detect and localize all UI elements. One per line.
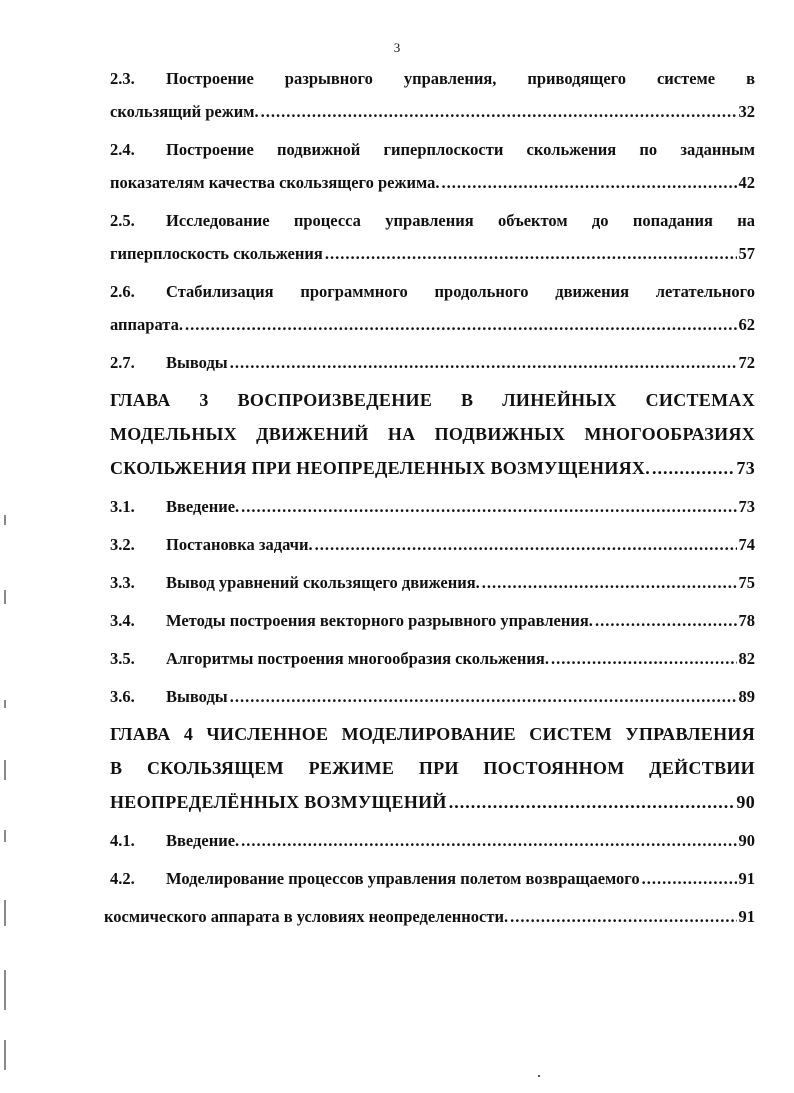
toc-entry-title: Построение подвижной гиперплоскости скольжения по заданным [166,140,755,159]
toc-entry-title-cont: скользящий режим. [110,102,259,121]
toc-entry-title: Выводы [166,687,228,706]
dot-leader [325,237,737,270]
toc-entry-title: Моделирование процессов управления полетом возвращаемого [166,869,640,888]
toc-entry-3-6[interactable] [110,680,755,713]
scan-margin-marks [0,500,14,1090]
toc-entry-number: 3.6. [110,687,135,706]
toc-entry-title: Стабилизация программного продольного движения летательного [166,282,755,301]
toc-entry-page: 73 [736,458,755,478]
dot-leader [482,566,737,599]
toc-entry-page: 82 [738,649,755,668]
toc-entry-title: космического аппарата в условиях неопределенности. [104,907,509,926]
toc-entry-continuation[interactable] [104,900,755,933]
toc-entry-3-1[interactable] [110,490,755,523]
toc-entry-2-5[interactable] [110,204,755,270]
toc-entry-2-7[interactable] [110,346,755,379]
toc-entry-3-4[interactable] [110,604,755,637]
toc-entry-title: Исследование процесса управления объектом до попадания на [166,211,755,230]
toc-entry-page: 32 [738,102,755,121]
toc-entry-title: Вывод уравнений скользящего движения. [166,573,480,592]
toc-entry-page: 72 [738,353,755,372]
toc-entry-number: 3.4. [110,611,135,630]
toc-entry-number: 3.1. [110,497,135,516]
chapter-title-line: ГЛАВА 3 ВОСПРОИЗВЕДЕНИЕ В ЛИНЕЙНЫХ СИСТЕМАХ [110,390,755,410]
toc-entry-number: 4.1. [110,831,135,850]
chapter-title-line: СКОЛЬЖЕНИЯ ПРИ НЕОПРЕДЕЛЕННЫХ ВОЗМУЩЕНИЯХ. [110,458,651,478]
toc-entry-page: 42 [738,173,755,192]
toc-entry-page: 57 [738,244,755,263]
toc-entry-title: Построение разрывного управления, приводящего системе в [166,69,755,88]
toc-entry-number: 3.2. [110,535,135,554]
toc-entry-title-cont: аппарата. [110,315,183,334]
toc-entry-page: 91 [738,907,755,926]
toc-entry-title: Введение. [166,497,240,516]
toc-entry-title: Выводы [166,353,228,372]
toc-entry-2-3[interactable] [110,62,755,128]
toc-entry-title-cont: показателям качества скользящего режима. [110,173,440,192]
toc-entry-4-1[interactable] [110,824,755,857]
toc-entry-number: 3.5. [110,649,135,668]
dot-leader [652,451,734,485]
toc-entry-number: 4.2. [110,869,135,888]
dot-leader [241,490,736,523]
chapter-title-line: МОДЕЛЬНЫХ ДВИЖЕНИЙ НА ПОДВИЖНЫХ МНОГООБРАЗИЯХ [110,424,755,444]
toc-entry-2-4[interactable] [110,133,755,199]
toc-entry-number: 2.7. [110,353,135,372]
toc-entry-page: 73 [738,497,755,516]
toc-entry-page: 90 [736,792,755,812]
dot-leader [241,824,736,857]
toc-chapter-4[interactable] [110,717,755,819]
toc-entry-4-2[interactable] [110,862,755,895]
toc-entry-page: 75 [738,573,755,592]
dot-leader [551,642,737,675]
toc-entry-3-3[interactable] [110,566,755,599]
dot-leader [230,680,737,713]
chapter-title-line: НЕОПРЕДЕЛЁННЫХ ВОЗМУЩЕНИЙ [110,792,447,812]
toc-entry-page: 74 [738,535,755,554]
toc-entry-page: 90 [738,831,755,850]
toc-entry-title-cont: гиперплоскость скольжения [110,244,323,263]
toc-entry-page: 89 [738,687,755,706]
toc-entry-page: 78 [738,611,755,630]
toc-entry-number: 2.4. [110,140,135,159]
toc-entry-3-5[interactable] [110,642,755,675]
dot-leader [449,785,735,819]
dot-leader [642,862,737,895]
dot-leader [185,308,737,341]
toc-entry-2-6[interactable] [110,275,755,341]
dot-leader [261,95,737,128]
toc-entry-title: Постановка задачи. [166,535,313,554]
toc-entry-page: 91 [738,869,755,888]
toc-entry-title: Введение. [166,831,240,850]
dot-leader [595,604,737,637]
scan-speck [538,1075,540,1077]
toc-entry-3-2[interactable] [110,528,755,561]
dot-leader [441,166,736,199]
toc-entry-page: 62 [738,315,755,334]
toc-entry-title: Алгоритмы построения многообразия скольжения. [166,649,549,668]
table-of-contents [104,62,755,933]
chapter-title-line: ГЛАВА 4 ЧИСЛЕННОЕ МОДЕЛИРОВАНИЕ СИСТЕМ УПРАВЛЕНИЯ [110,724,755,744]
toc-entry-number: 2.3. [110,69,135,88]
toc-entry-number: 2.6. [110,282,135,301]
dot-leader [230,346,737,379]
dot-leader [510,900,736,933]
toc-entry-number: 3.3. [110,573,135,592]
page-number: 3 [393,40,401,55]
toc-chapter-3[interactable] [110,383,755,485]
toc-entry-title: Методы построения векторного разрывного управления. [166,611,593,630]
dot-leader [315,528,737,561]
chapter-title-line: В СКОЛЬЗЯЩЕМ РЕЖИМЕ ПРИ ПОСТОЯННОМ ДЕЙСТВИИ [110,758,755,778]
toc-entry-number: 2.5. [110,211,135,230]
